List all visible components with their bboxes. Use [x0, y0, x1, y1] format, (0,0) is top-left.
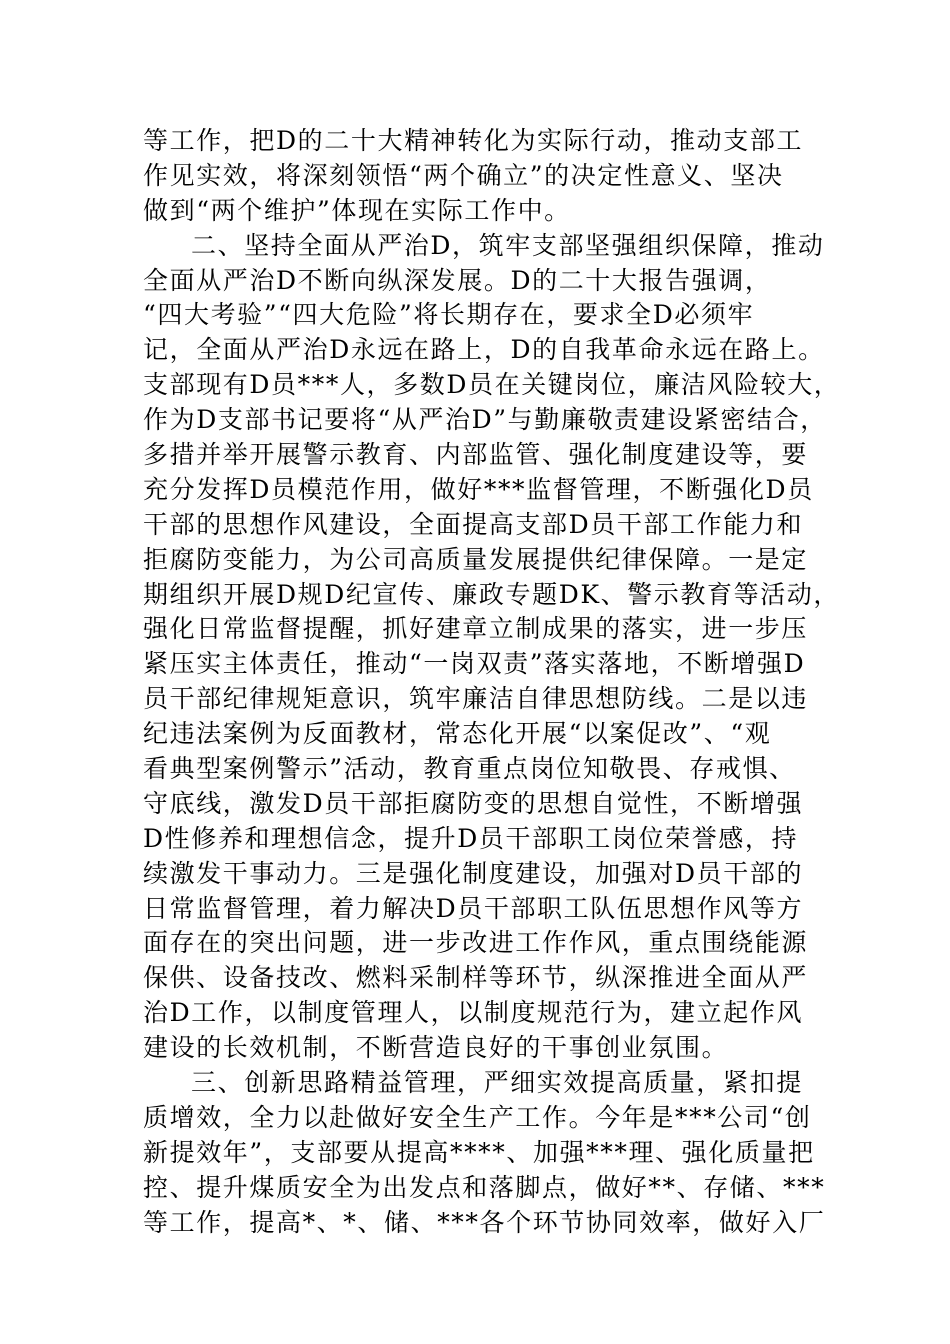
text-line: 看典型案例警示”活动，教育重点岗位知敬畏、存戒惧、	[143, 754, 796, 784]
text-line: 期组织开展D规D纪宣传、廉政专题DK、警示教育等活动，	[143, 579, 841, 609]
text-line: 面存在的突出问题，进一步改进工作作风，重点围绕能源	[143, 928, 809, 958]
text-line: 记，全面从严治D永远在路上，D的自我革命永远在路上。	[143, 335, 825, 365]
text-line: 全面从严治D不断向纵深发展。D的二十大报告强调，	[143, 265, 772, 295]
text-line: 纪违法案例为反面教材，常态化开展“以案促改”、“观	[143, 719, 772, 749]
text-line: 治D工作，以制度管理人，以制度规范行为，建立起作风	[143, 998, 804, 1028]
text-line: 等工作，提高*、*、储、***各个环节协同效率，做好入厂	[143, 1207, 826, 1237]
text-line: 质增效，全力以赴做好安全生产工作。今年是***公司“创	[143, 1102, 812, 1132]
text-line: 新提效年”，支部要从提高****、加强***理、强化质量把	[143, 1137, 815, 1167]
text-line: 多措并举开展警示教育、内部监管、强化制度建设等，要	[143, 440, 809, 470]
text-line: 建设的长效机制，不断营造良好的干事创业氛围。	[143, 1033, 729, 1063]
text-line: 作为D支部书记要将“从严治D”与勤廉敬责建设紧密结合，	[143, 405, 827, 435]
text-line: 干部的思想作风建设，全面提高支部D员干部工作能力和	[143, 509, 804, 539]
section-heading-line: 二、坚持全面从严治D，筑牢支部坚强组织保障，推动	[191, 230, 825, 260]
text-line: 日常监督管理，着力解决D员干部职工队伍思想作风等方	[143, 893, 804, 923]
text-line: 强化日常监督提醒，抓好建章立制成果的落实，进一步压	[143, 614, 809, 644]
text-line: 员干部纪律规矩意识，筑牢廉洁自律思想防线。二是以违	[143, 684, 809, 714]
text-line: 保供、设备技改、燃料采制样等环节，纵深推进全面从严	[143, 963, 809, 993]
text-line: D性修养和理想信念，提升D员干部职工岗位荣誉感，持	[143, 823, 799, 853]
text-line: 做到“两个维护”体现在实际工作中。	[143, 195, 571, 225]
text-line: 续激发干事动力。三是强化制度建设，加强对D员干部的	[143, 858, 804, 888]
text-line: 拒腐防变能力，为公司高质量发展提供纪律保障。一是定	[143, 544, 809, 574]
text-line: 控、提升煤质安全为出发点和落脚点，做好**、存储、***	[143, 1172, 826, 1202]
text-line: “四大考验”“四大危险”将长期存在，要求全D必须牢	[143, 300, 755, 330]
text-line: 充分发挥D员模范作用，做好***监督管理，不断强化D员	[143, 474, 814, 504]
text-line: 等工作，把D的二十大精神转化为实际行动，推动支部工	[143, 126, 804, 155]
document-body	[143, 124, 841, 1241]
text-line: 守底线，激发D员干部拒腐防变的思想自觉性，不断增强	[143, 788, 804, 818]
text-line: 紧压实主体责任，推动“一岗双责”落实落地，不断增强D	[143, 649, 806, 679]
text-line: 作见实效，将深刻领悟“两个确立”的决定性意义、坚决	[143, 160, 784, 190]
text-line: 支部现有D员***人，多数D员在关键岗位，廉洁风险较大，	[143, 370, 841, 400]
section-heading-line: 三、创新思路精益管理，严细实效提高质量，紧扣提	[191, 1068, 803, 1098]
